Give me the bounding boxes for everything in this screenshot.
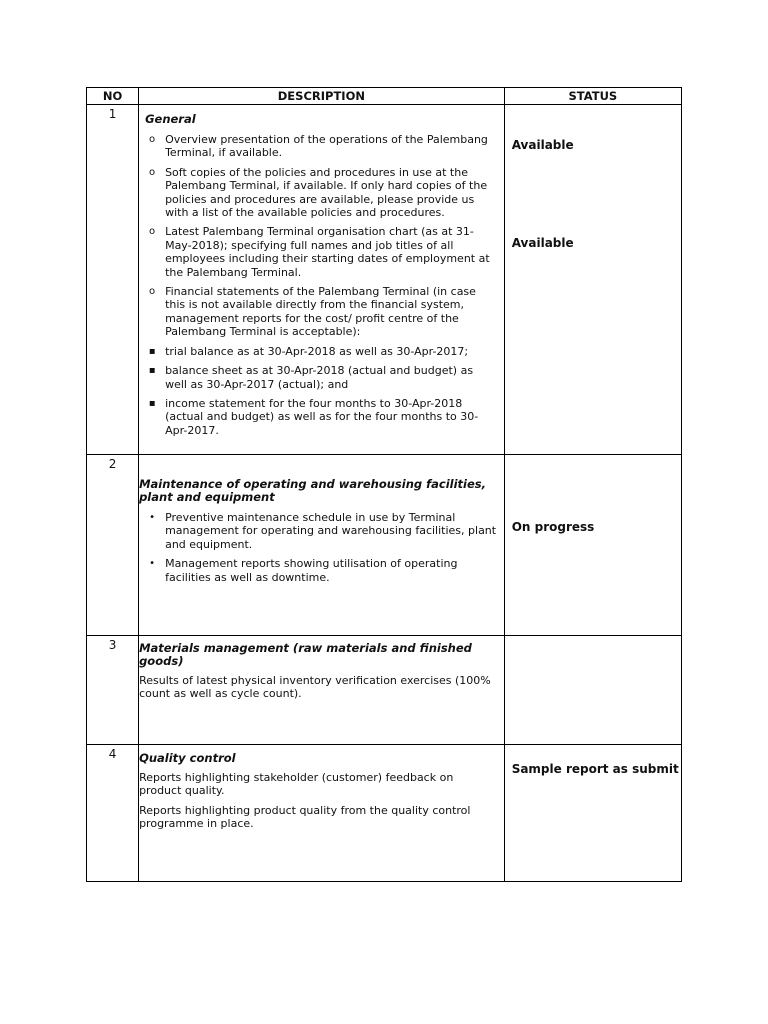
row-status [504, 105, 681, 455]
paragraph: Reports highlighting product quality from the quality control programme in place. [139, 803, 471, 831]
list-item-text: Preventive maintenance schedule in use by Terminal management for operating and warehousing facilities, plant and equipment. [165, 511, 497, 551]
square-bullet-icon: ▪ [148, 397, 156, 409]
list-item-text: Management reports showing utilisation of operating facilities as well as downtime. [165, 557, 458, 584]
table-row [87, 636, 682, 745]
row-description [139, 745, 505, 882]
row-status [504, 636, 681, 745]
list-item [139, 133, 504, 160]
section-heading: Materials management (raw materials and finished goods) [139, 641, 472, 668]
list-item [139, 225, 504, 279]
status-text: Sample report as submit [511, 762, 679, 776]
table-header-row [87, 88, 682, 105]
bullet-icon: • [149, 558, 156, 570]
header-no: NO [87, 88, 139, 105]
list-item [139, 285, 504, 339]
section-heading: Maintenance of operating and warehousing facilities, plant and equipment [139, 477, 486, 504]
section-heading: General [145, 112, 196, 126]
status-text: Available [511, 138, 574, 152]
status-text: On progress [511, 520, 595, 534]
row-description [139, 636, 505, 745]
list-item-text: Financial statements of the Palembang Terminal (in case this is not available directly from the financial system, management reports for the cost/ profit centre of the Palembang Terminal is acceptable): [165, 285, 476, 339]
row-number: 3 [87, 636, 139, 745]
header-status: STATUS [504, 88, 681, 105]
list-item [139, 364, 504, 391]
square-bullet-icon: ▪ [148, 345, 156, 357]
item-list [139, 133, 504, 437]
table-row [87, 455, 682, 636]
list-item [139, 557, 504, 584]
list-item-text: income statement for the four months to 30-Apr-2018 (actual and budget) as well as for the four months to 30-Apr-2017. [165, 396, 479, 437]
list-item [139, 166, 504, 220]
table-row [87, 105, 682, 455]
list-item-text: Soft copies of the policies and procedures in use at the Palembang Terminal, if available. If only hard copies of the policies and procedures are available, please provide us with a list of the available policies and procedures. [165, 165, 488, 220]
circle-bullet-icon: o [149, 134, 156, 145]
list-item [139, 345, 504, 358]
circle-bullet-icon: o [149, 226, 156, 238]
row-number: 2 [87, 455, 139, 636]
list-item-text: balance sheet as at 30-Apr-2018 (actual and budget) as well as 30-Apr-2017 (actual); and [165, 364, 474, 391]
section-heading: Quality control [139, 751, 236, 765]
paragraph: Reports highlighting stakeholder (customer) feedback on product quality. [139, 771, 454, 798]
item-list [139, 511, 504, 584]
list-item [139, 511, 504, 551]
table-row [87, 745, 682, 882]
row-number: 1 [87, 105, 139, 455]
row-status [504, 745, 681, 882]
list-item-text: trial balance as at 30-Apr-2018 as well as 30-Apr-2017; [165, 344, 469, 358]
list-item-text: Overview presentation of the operations of the Palembang Terminal, if available. [165, 133, 488, 160]
list-item [139, 397, 504, 437]
circle-bullet-icon: o [149, 286, 156, 298]
paragraph: Results of latest physical inventory verification exercises (100% count as well as cycle count). [139, 674, 491, 701]
row-description [139, 105, 505, 455]
status-text: Available [511, 236, 574, 250]
row-description [139, 455, 505, 636]
row-number: 4 [87, 745, 139, 882]
bullet-icon: • [149, 512, 156, 523]
header-description: DESCRIPTION [139, 88, 505, 105]
circle-bullet-icon: o [149, 166, 156, 178]
document-page [86, 87, 682, 882]
row-status [504, 455, 681, 636]
requirements-table [86, 87, 682, 882]
square-bullet-icon: ▪ [148, 365, 156, 377]
list-item-text: Latest Palembang Terminal organisation chart (as at 31-May-2018); specifying full names and job titles of all employees including their starting dates of employment at the Palembang Terminal. [165, 225, 490, 279]
